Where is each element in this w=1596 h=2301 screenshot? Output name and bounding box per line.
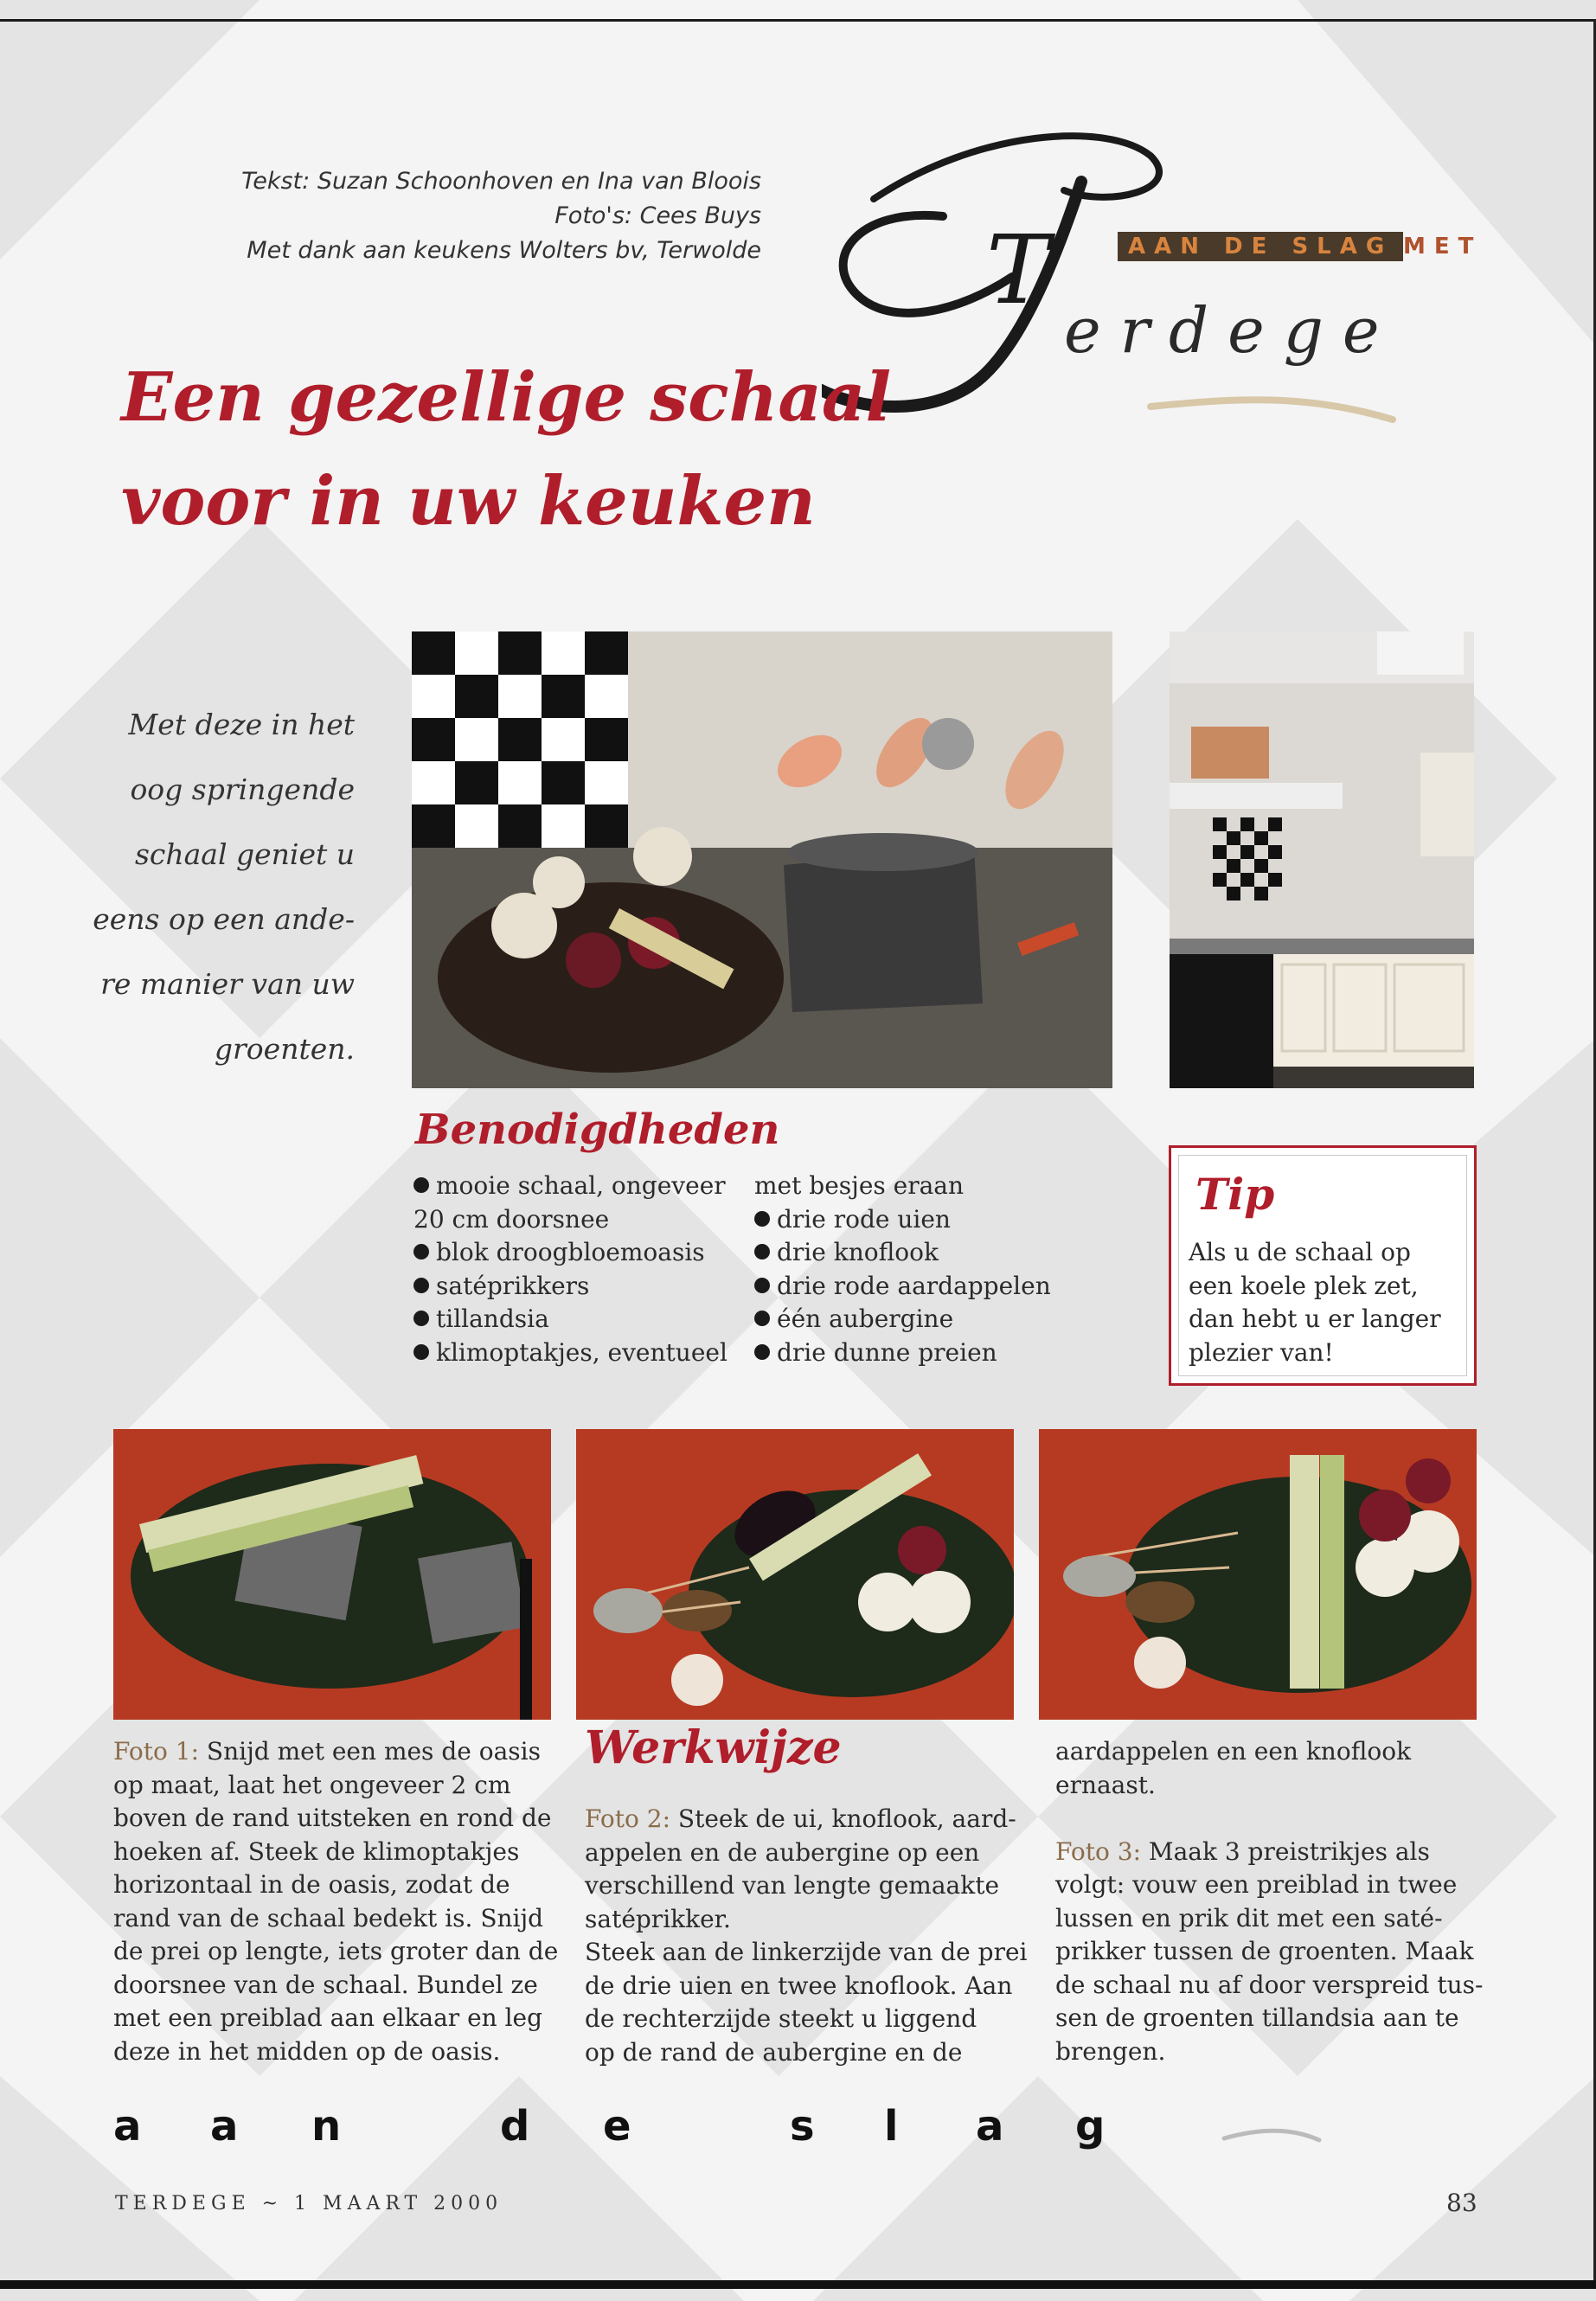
bullet-icon (754, 1344, 770, 1360)
instruction-column-2: Foto 2: Steek de ui, knoflook, aard- appelen en de aubergine op een verschillend van lengte gemaakte satéprikker. Steek aan de linkerzijde van de prei de drie uien en twee knoflook. Aan de rechterzijde steekt u liggend op de rand de aubergine en de (585, 1804, 1028, 2067)
bottom-rule (0, 2280, 1596, 2289)
werkwijze-heading: Werkwijze (585, 1721, 842, 1774)
bullet-icon (413, 1344, 429, 1360)
credits (208, 164, 761, 268)
tip-text: Als u de schaal op een koele plek zet, dan hebt u er langer plezier van! (1189, 1238, 1441, 1367)
footer-publication: TERDEGE ~ 1 MAART 2000 (115, 2193, 503, 2214)
foto-label: Foto 2: (585, 1804, 671, 1833)
intro-line: schaal geniet u (134, 837, 355, 871)
list-item: één aubergine (754, 1303, 1051, 1336)
intro-line: Met deze in het (128, 708, 355, 741)
top-rule (0, 19, 1596, 22)
slag-letter: s (790, 2102, 815, 2150)
slag-letter: e (603, 2102, 631, 2150)
slag-letter: g (1075, 2102, 1106, 2150)
foto-label: Foto 1: (113, 1737, 200, 1766)
slag-letter: d (500, 2102, 530, 2150)
step-photo-3 (1039, 1429, 1477, 1720)
bullet-icon (754, 1311, 770, 1326)
list-item: mooie schaal, ongeveer (413, 1170, 727, 1203)
list-item: tillandsia (413, 1303, 727, 1336)
credit-text: Tekst: Suzan Schoonhoven en Ina van Bloois (241, 168, 761, 195)
intro-line: eens op een ande- (93, 902, 355, 936)
bullet-icon (754, 1211, 770, 1227)
materials-list-2 (754, 1170, 1051, 1369)
list-item: met besjes eraan (754, 1171, 965, 1200)
credit-photos: Foto's: Cees Buys (554, 202, 761, 229)
logo-initial-letter: T (986, 215, 1050, 325)
logo-word: erdege (1064, 294, 1399, 367)
materials-list-1 (413, 1170, 727, 1369)
foto-label: Foto 3: (1055, 1836, 1142, 1866)
bullet-icon (754, 1244, 770, 1259)
title-line-1: Een gezellige schaal (121, 358, 892, 437)
credit-thanks: Met dank aan keukens Wolters bv, Terwolde (247, 237, 761, 264)
terdege-logo-initial (822, 121, 1497, 450)
bullet-icon (413, 1177, 429, 1193)
slag-letter: a (113, 2102, 142, 2150)
kitchen-photo (1170, 631, 1474, 1088)
intro-line: oog springende (130, 772, 355, 806)
list-item: satéprikkers (413, 1270, 727, 1304)
list-item: drie rode aardappelen (754, 1270, 1051, 1304)
slag-letter: a (976, 2102, 1004, 2150)
feather-ornament-icon (1220, 2119, 1324, 2145)
tip-heading: Tip (1195, 1169, 1275, 1220)
logo-met: MET (1403, 234, 1483, 260)
instruction-column-1: Foto 1: Snijd met een mes de oasis op maat, laat het ongeveer 2 cm boven de rand uitsteken en rond de hoeken af. Steek de klimoptakjes horizontaal in de oasis, zodat de rand van de schaal bedekt is. Snijd de prei op lengte, iets groter dan de doorsnee van de schaal. Bundel ze met een preiblad aan elkaar en leg deze in het midden op de oasis. (113, 1737, 559, 2066)
list-item: drie rode uien (754, 1203, 1051, 1237)
intro-text (87, 692, 355, 1081)
slag-letter: l (884, 2102, 899, 2150)
list-item: klimoptakjes, eventueel (413, 1336, 727, 1370)
page-number: 83 (1446, 2189, 1477, 2217)
intro-line: groenten. (214, 1032, 355, 1066)
step-photo-1 (113, 1429, 551, 1720)
article-title (121, 346, 891, 554)
logo-band-text: AAN DE SLAG (1128, 234, 1394, 260)
title-line-2: voor in uw keuken (121, 462, 816, 541)
list-item: blok droogbloemoasis (413, 1236, 727, 1270)
bullet-icon (754, 1278, 770, 1293)
logo-band (1118, 232, 1403, 261)
bullet-icon (413, 1244, 429, 1259)
slag-letter: n (311, 2102, 342, 2150)
instruction-column-3: aardappelen en een knoflook ernaast. Foto 3: Maak 3 preistrikjes als volgt: vouw een preiblad in twee lussen en prik dit met een saté- prikker tussen de groenten. Maak de schaal nu af door verspreid tus- sen de groenten tillandsia aan te brengen. (1055, 1737, 1484, 2066)
bullet-icon (413, 1278, 429, 1293)
list-item: drie dunne preien (754, 1336, 1051, 1370)
bullet-icon (413, 1311, 429, 1326)
main-photo-wreath (412, 631, 1112, 1088)
intro-line: re manier van uw (100, 967, 355, 1001)
list-item: 20 cm doorsnee (413, 1204, 610, 1234)
list-item: drie knoflook (754, 1236, 1051, 1270)
tip-box (1169, 1145, 1477, 1386)
benodigdheden-heading: Benodigdheden (415, 1106, 780, 1154)
step-photo-2 (576, 1429, 1014, 1720)
slag-letter: a (210, 2102, 239, 2150)
